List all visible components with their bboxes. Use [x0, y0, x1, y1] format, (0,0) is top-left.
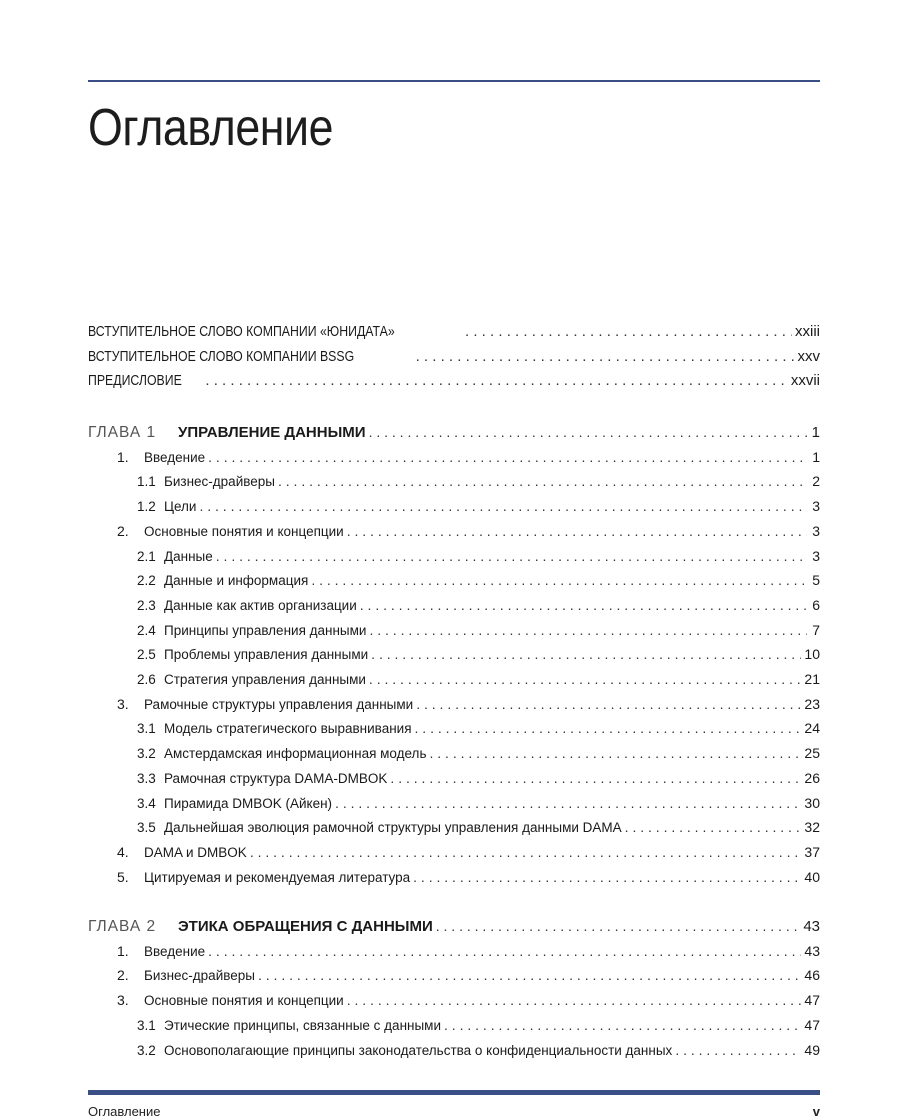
footer-rule: [88, 1090, 820, 1095]
chapter-number: ГЛАВА 2: [88, 918, 157, 935]
toc-page-number: 47: [804, 1017, 820, 1033]
toc-page-number: 43: [804, 943, 820, 959]
toc-subsection-entry[interactable]: [88, 594, 820, 616]
dot-leader: [444, 1014, 801, 1036]
toc-page-number: 1: [812, 449, 820, 465]
section-number: 3.3: [137, 771, 156, 786]
section-number: 3.2: [137, 746, 156, 761]
toc-entry-label: Амстердамская информационная модель: [164, 746, 427, 761]
toc-page-number: 5: [812, 572, 820, 588]
toc-subsection-entry[interactable]: [88, 470, 820, 492]
toc-entry-label: Проблемы управления данными: [164, 647, 369, 662]
dot-leader: [429, 742, 801, 764]
toc-entry-label: Этические принципы, связанные с данными: [164, 1018, 442, 1033]
toc-page-number: xxiii: [795, 323, 820, 340]
toc-page-number: 23: [804, 696, 820, 712]
dot-leader: [415, 717, 802, 739]
dot-leader: [675, 1039, 801, 1061]
toc-entry-label: Основополагающие принципы законодательства о конфиденциальности данных: [164, 1043, 673, 1058]
toc-entry-label: Дальнейшая эволюция рамочной структуры управления данными DAMA: [164, 820, 622, 835]
toc-page-number: 7: [812, 622, 820, 638]
toc-page-number: 1: [811, 424, 820, 441]
dot-leader: [369, 668, 802, 690]
section-number: 2.4: [137, 623, 156, 638]
toc-subsection-entry[interactable]: [88, 495, 820, 517]
toc-page-number: 26: [804, 770, 820, 786]
toc-chapter-entry[interactable]: [88, 915, 820, 937]
dot-leader: [360, 594, 807, 616]
dot-leader: [347, 520, 807, 542]
page-title: Оглавление: [88, 99, 334, 157]
toc-front-entry[interactable]: [88, 321, 820, 343]
toc-page-number: 6: [812, 597, 820, 613]
toc-entry-label: ВСТУПИТЕЛЬНОЕ СЛОВО КОМПАНИИ BSSG: [88, 348, 355, 365]
dot-leader: [390, 767, 801, 789]
dot-leader: [369, 619, 807, 641]
toc-section-entry[interactable]: [88, 866, 820, 888]
footer-section-title: Оглавление: [88, 1104, 161, 1119]
toc-entry-label: Пирамида DMBOK (Айкен): [164, 796, 333, 811]
toc-entry-label: Бизнес-драйверы: [164, 474, 275, 489]
dot-leader: [413, 866, 801, 888]
toc-entry-label: Бизнес-драйверы: [144, 968, 255, 983]
section-number: 5.: [117, 869, 129, 885]
toc-entry-label: Цели: [164, 499, 197, 514]
toc-page-number: 3: [812, 498, 820, 514]
dot-leader: [625, 816, 802, 838]
toc-page-number: 3: [812, 548, 820, 564]
toc-entry-label: ВСТУПИТЕЛЬНОЕ СЛОВО КОМПАНИИ «ЮНИДАТА»: [88, 323, 395, 340]
toc-entry-label: Данные как актив организации: [164, 598, 357, 613]
section-number: 3.1: [137, 1018, 156, 1033]
dot-leader: [208, 940, 801, 962]
toc-page-number: 25: [804, 745, 820, 761]
toc-entry-label: Введение: [144, 450, 206, 465]
toc-chapter-entry[interactable]: [88, 421, 820, 443]
toc-page-number: 43: [803, 918, 820, 935]
section-number: 1.: [117, 943, 129, 959]
toc-subsection-entry[interactable]: [88, 643, 820, 665]
toc-entry-label: Рамочные структуры управления данными: [144, 697, 414, 712]
section-number: 3.2: [137, 1043, 156, 1058]
toc-subsection-entry[interactable]: [88, 569, 820, 591]
toc-section-entry[interactable]: [88, 964, 820, 986]
toc-page-number: 24: [804, 720, 820, 736]
section-number: 2.: [117, 967, 129, 983]
toc-page-number: xxvii: [790, 372, 820, 389]
toc-entry-label: Данные: [164, 549, 213, 564]
dot-leader: [250, 841, 802, 863]
toc-page-number: 37: [804, 844, 820, 860]
chapter-number: ГЛАВА 1: [88, 424, 157, 441]
toc-section-entry[interactable]: [88, 693, 820, 715]
toc-section-entry[interactable]: [88, 520, 820, 542]
section-number: 1.2: [137, 499, 156, 514]
toc-entry-label: Рамочная структура DAMA-DMBOK: [164, 771, 388, 786]
section-number: 3.: [117, 992, 129, 1008]
toc-front-entry[interactable]: [88, 346, 820, 368]
dot-leader: [199, 495, 807, 517]
toc-page-number: 32: [804, 819, 820, 835]
toc-section-entry[interactable]: [88, 841, 820, 863]
dot-leader: [369, 421, 807, 443]
section-number: 3.4: [137, 796, 156, 811]
toc-entry-label: Принципы управления данными: [164, 623, 367, 638]
toc-subsection-entry[interactable]: [88, 792, 820, 814]
dot-leader: [216, 545, 807, 567]
toc-subsection-entry[interactable]: [88, 668, 820, 690]
section-number: 4.: [117, 844, 129, 860]
toc-entry-label: Данные и информация: [164, 573, 309, 588]
toc-section-entry[interactable]: [88, 446, 820, 468]
toc-page-number: 2: [812, 473, 820, 489]
toc-entry-label: ПРЕДИСЛОВИЕ: [88, 372, 182, 389]
toc-page-number: 10: [804, 646, 820, 662]
toc-section-entry[interactable]: [88, 940, 820, 962]
toc-subsection-entry[interactable]: [88, 619, 820, 641]
section-number: 2.6: [137, 672, 156, 687]
dot-leader: [311, 569, 807, 591]
chapter-title: ЭТИКА ОБРАЩЕНИЯ С ДАННЫМИ: [178, 918, 433, 935]
toc-page-number: 49: [804, 1042, 820, 1058]
toc-page-number: 30: [804, 795, 820, 811]
dot-leader: [258, 964, 801, 986]
section-number: 1.1: [137, 474, 156, 489]
toc-subsection-entry[interactable]: [88, 816, 820, 838]
chapter-title: УПРАВЛЕНИЕ ДАННЫМИ: [178, 424, 366, 441]
section-number: 1.: [117, 449, 129, 465]
toc-entry-label: Основные понятия и концепции: [144, 524, 344, 539]
dot-leader: [465, 321, 792, 343]
toc-page-number: xxv: [797, 348, 820, 365]
toc-entry-label: Основные понятия и концепции: [144, 993, 344, 1008]
toc-subsection-entry[interactable]: [88, 767, 820, 789]
toc-subsection-entry[interactable]: [88, 1014, 820, 1036]
dot-leader: [347, 989, 802, 1011]
top-rule: [88, 80, 820, 82]
section-number: 2.3: [137, 598, 156, 613]
section-number: 3.: [117, 696, 129, 712]
toc-page-number: 47: [804, 992, 820, 1008]
dot-leader: [335, 792, 801, 814]
section-number: 2.: [117, 523, 129, 539]
dot-leader: [208, 446, 807, 468]
toc-entry-label: DAMA и DMBOK: [144, 845, 247, 860]
toc-subsection-entry[interactable]: [88, 1039, 820, 1061]
toc-section-entry[interactable]: [88, 989, 820, 1011]
section-number: 3.1: [137, 721, 156, 736]
toc-page-number: 21: [804, 671, 820, 687]
section-number: 3.5: [137, 820, 156, 835]
toc-entry-label: Стратегия управления данными: [164, 672, 366, 687]
toc-entry-label: Введение: [144, 944, 206, 959]
toc-front-entry[interactable]: [88, 370, 820, 392]
toc-page-number: 3: [812, 523, 820, 539]
dot-leader: [416, 693, 801, 715]
dot-leader: [436, 915, 801, 937]
section-number: 2.5: [137, 647, 156, 662]
toc-page-number: 46: [804, 967, 820, 983]
dot-leader: [371, 643, 801, 665]
dot-leader: [205, 370, 787, 392]
toc-entry-label: Модель стратегического выравнивания: [164, 721, 412, 736]
toc-subsection-entry[interactable]: [88, 545, 820, 567]
section-number: 2.1: [137, 549, 156, 564]
dot-leader: [416, 346, 795, 368]
toc-subsection-entry[interactable]: [88, 742, 820, 764]
footer-page-number: v: [812, 1104, 820, 1119]
section-number: 2.2: [137, 573, 156, 588]
toc-page-number: 40: [804, 869, 820, 885]
toc-subsection-entry[interactable]: [88, 717, 820, 739]
toc-entry-label: Цитируемая и рекомендуемая литература: [144, 870, 411, 885]
dot-leader: [278, 470, 807, 492]
